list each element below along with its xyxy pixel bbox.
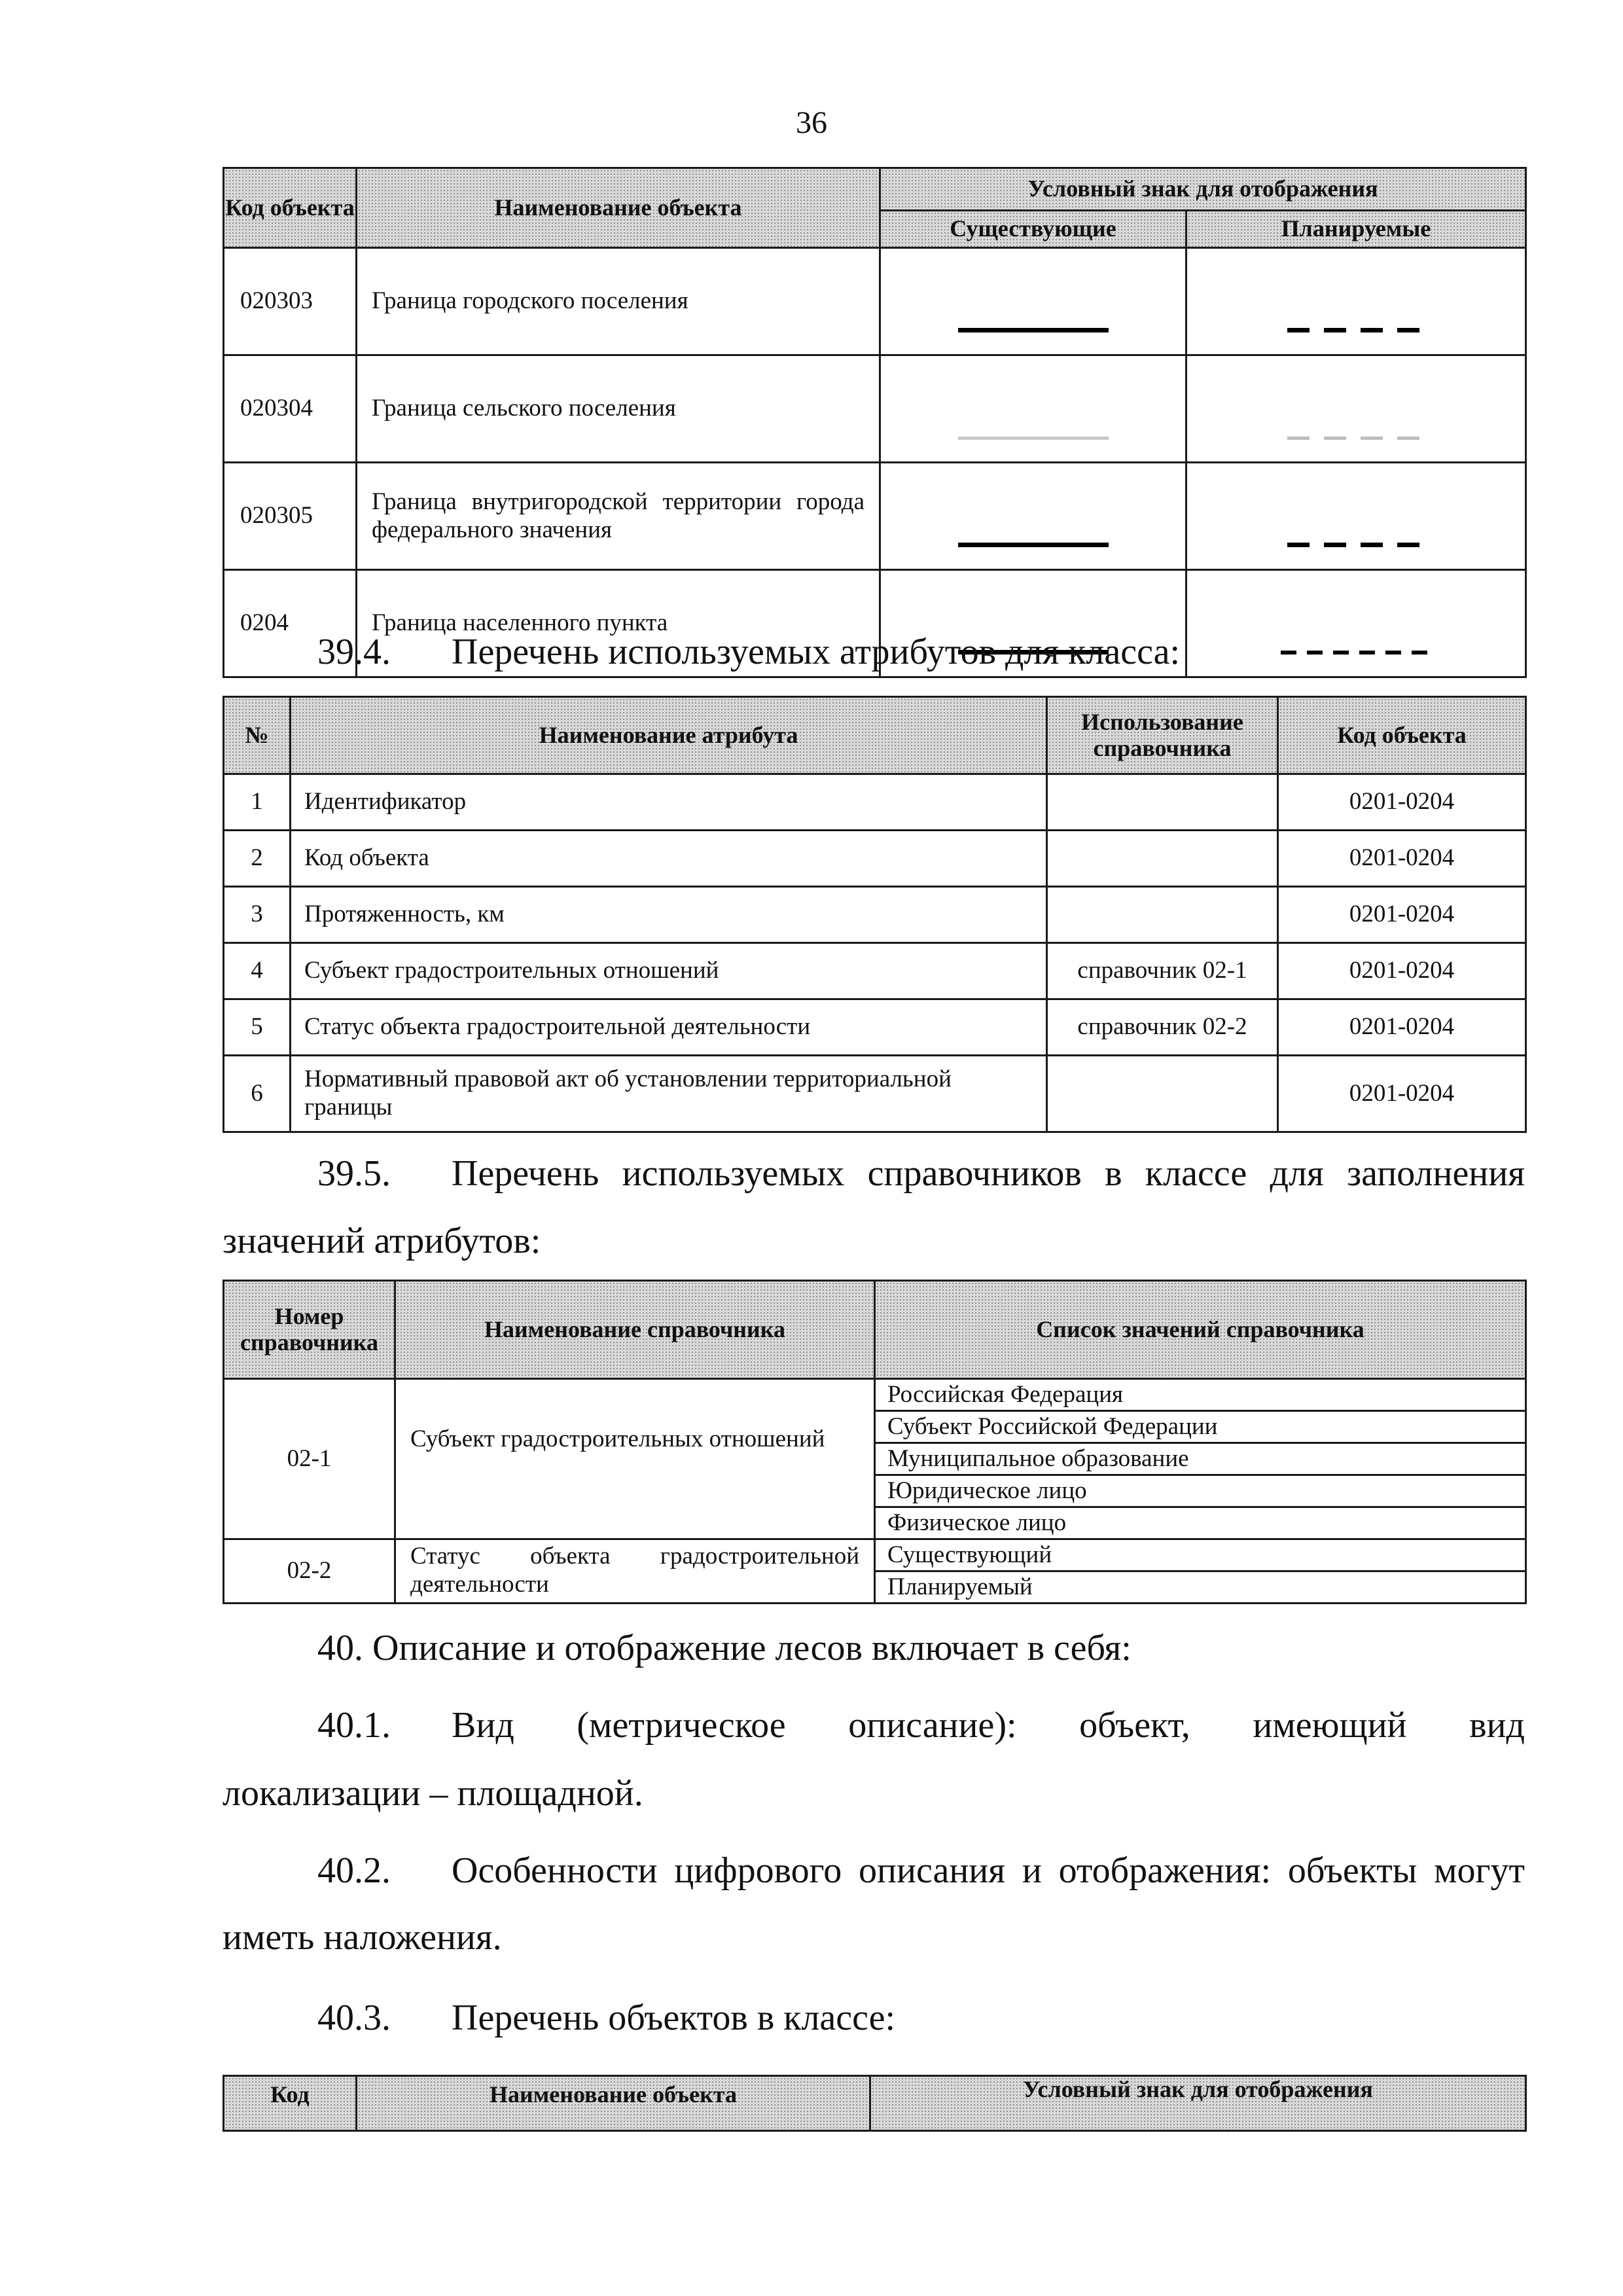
header-symbol-group: Условный знак для отображения bbox=[870, 2076, 1526, 2131]
header-object-name: Наименование объекта bbox=[357, 168, 880, 248]
attribute-name: Код объекта bbox=[291, 831, 1047, 887]
object-code: 0201-0204 bbox=[1278, 774, 1526, 831]
table-row bbox=[224, 831, 1526, 887]
object-code: 020303 bbox=[224, 248, 357, 355]
header-reference-name: Наименование справочника bbox=[395, 1281, 875, 1379]
table-row bbox=[224, 355, 1526, 463]
header-symbol-group: Условный знак для отображения bbox=[880, 168, 1526, 211]
section-40-2-text: Особенности цифрового описания и отображения: объекты могут bbox=[452, 1850, 1525, 1891]
reference-value: Планируемый bbox=[875, 1571, 1526, 1604]
table-row bbox=[224, 1539, 1526, 1571]
table-row bbox=[224, 887, 1526, 943]
section-39-4-number: 39.4. bbox=[317, 632, 391, 672]
table-row bbox=[224, 943, 1526, 999]
reference-usage bbox=[1047, 887, 1278, 943]
section-40-2-continuation: иметь наложения. bbox=[223, 1917, 502, 1958]
object-name: Граница сельского поселения bbox=[357, 355, 880, 463]
header-object-code: Код объекта bbox=[224, 168, 357, 248]
object-code: 0201-0204 bbox=[1278, 1056, 1526, 1132]
page-number: 36 bbox=[796, 105, 827, 140]
header-use-reference: Использование справочника bbox=[1047, 697, 1278, 774]
short-dashed-line-symbol bbox=[1281, 651, 1431, 655]
section-40-2-number: 40.2. bbox=[317, 1850, 391, 1891]
attribute-name: Протяженность, км bbox=[291, 887, 1047, 943]
reference-value: Субъект Российской Федерации bbox=[875, 1411, 1526, 1443]
table-row bbox=[224, 999, 1526, 1056]
solid-line-symbol bbox=[958, 328, 1109, 332]
reference-value: Существующий bbox=[875, 1539, 1526, 1571]
attribute-name: Идентификатор bbox=[291, 774, 1047, 831]
object-name: Граница населенного пункта bbox=[357, 570, 880, 677]
reference-name: Статус объекта градостроительной деятельности bbox=[410, 1543, 859, 1598]
attributes-table bbox=[223, 696, 1527, 1133]
header-object-name: Наименование объекта bbox=[357, 2076, 870, 2131]
faint-dashed-line-symbol bbox=[1287, 437, 1425, 440]
section-40-3-number: 40.3. bbox=[317, 1998, 391, 2038]
object-code: 020304 bbox=[224, 355, 357, 463]
object-code: 0201-0204 bbox=[1278, 943, 1526, 999]
section-39-5-text: Перечень используемых справочников в классе для заполнения bbox=[452, 1153, 1525, 1194]
header-number: № bbox=[224, 697, 291, 774]
section-39-4-text: Перечень используемых атрибутов для класса: bbox=[452, 632, 1181, 672]
header-object-code: Код объекта bbox=[1278, 697, 1526, 774]
solid-line-symbol bbox=[958, 543, 1109, 547]
reference-value: Российская Федерация bbox=[875, 1379, 1526, 1411]
object-name: Граница внутригородской территории города федерального значения bbox=[357, 463, 880, 570]
reference-value: Муниципальное образование bbox=[875, 1443, 1526, 1475]
faint-solid-line-symbol bbox=[958, 437, 1109, 440]
forest-objects-table bbox=[223, 2075, 1527, 2132]
object-code: 020305 bbox=[224, 463, 357, 570]
object-code: 0201-0204 bbox=[1278, 999, 1526, 1056]
reference-number: 02-2 bbox=[224, 1539, 395, 1604]
row-number: 2 bbox=[224, 831, 291, 887]
object-code: 0204 bbox=[224, 570, 357, 677]
row-number: 4 bbox=[224, 943, 291, 999]
section-40-heading: 40. Описание и отображение лесов включает в себя: bbox=[317, 1628, 1132, 1668]
attribute-name: Нормативный правовой акт об установлении территориальной границы bbox=[291, 1056, 1047, 1132]
table-row bbox=[224, 1379, 1526, 1411]
reference-number: 02-1 bbox=[224, 1379, 395, 1539]
header-reference-values: Список значений справочника bbox=[875, 1281, 1526, 1379]
reference-name: Субъект градостроительных отношений bbox=[410, 1426, 825, 1452]
section-39-5-continuation: значений атрибутов: bbox=[223, 1221, 541, 1261]
reference-usage bbox=[1047, 1056, 1278, 1132]
header-reference-number: Номер справочника bbox=[224, 1281, 395, 1379]
table-row bbox=[224, 774, 1526, 831]
object-code: 0201-0204 bbox=[1278, 831, 1526, 887]
reference-usage bbox=[1047, 774, 1278, 831]
attribute-name: Субъект градостроительных отношений bbox=[291, 943, 1047, 999]
row-number: 6 bbox=[224, 1056, 291, 1132]
section-40-1-number: 40.1. bbox=[317, 1705, 391, 1746]
reference-value: Юридическое лицо bbox=[875, 1475, 1526, 1507]
object-code: 0201-0204 bbox=[1278, 887, 1526, 943]
object-symbols-table bbox=[223, 167, 1527, 678]
reference-usage: справочник 02-1 bbox=[1047, 943, 1278, 999]
reference-value: Физическое лицо bbox=[875, 1507, 1526, 1539]
object-name: Граница городского поселения bbox=[357, 248, 880, 355]
reference-usage bbox=[1047, 831, 1278, 887]
header-planned: Планируемые bbox=[1186, 211, 1526, 248]
section-40-1-text: Вид (метрическое описание): объект, имеющий вид bbox=[452, 1705, 1525, 1746]
row-number: 5 bbox=[224, 999, 291, 1056]
dashed-line-symbol bbox=[1287, 543, 1425, 547]
row-number: 3 bbox=[224, 887, 291, 943]
table-row bbox=[224, 1056, 1526, 1132]
attribute-name: Статус объекта градостроительной деятельности bbox=[291, 999, 1047, 1056]
section-39-5-number: 39.5. bbox=[317, 1153, 391, 1194]
row-number: 1 bbox=[224, 774, 291, 831]
section-40-3-text: Перечень объектов в классе: bbox=[452, 1998, 896, 2038]
dashed-line-symbol bbox=[1287, 328, 1425, 332]
header-object-code: Код bbox=[224, 2076, 357, 2131]
header-existing: Существующие bbox=[880, 211, 1186, 248]
table-row bbox=[224, 463, 1526, 570]
reference-usage: справочник 02-2 bbox=[1047, 999, 1278, 1056]
section-40-1-continuation: локализации – площадной. bbox=[223, 1773, 643, 1814]
table-row bbox=[224, 248, 1526, 355]
header-attribute-name: Наименование атрибута bbox=[291, 697, 1047, 774]
reference-books-table bbox=[223, 1280, 1527, 1604]
